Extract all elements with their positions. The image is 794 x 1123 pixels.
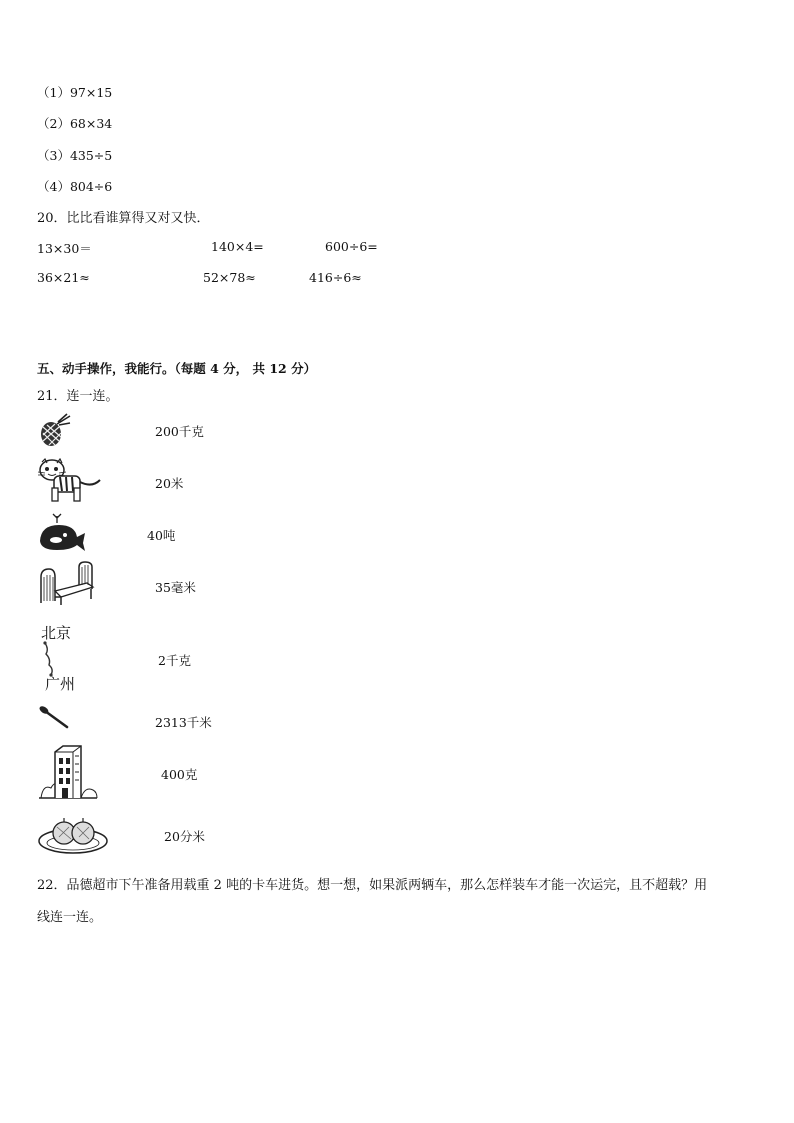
tiger-icon bbox=[36, 458, 102, 504]
label-3: 40吨 bbox=[147, 528, 176, 543]
route-to-label: 广州 bbox=[45, 675, 76, 693]
q21-title: 21．连一连。 bbox=[37, 389, 119, 404]
route-from-label: 北京 bbox=[41, 624, 72, 642]
problem-4: （4）804÷6 bbox=[37, 179, 113, 194]
whale-icon bbox=[37, 513, 87, 553]
label-8: 20分米 bbox=[164, 829, 205, 844]
label-7: 400克 bbox=[161, 767, 198, 782]
q20-r1c3: 600÷6= bbox=[325, 239, 378, 254]
problem-2: （2）68×34 bbox=[37, 116, 113, 131]
label-5: 2千克 bbox=[158, 653, 191, 668]
label-4: 35毫米 bbox=[155, 580, 196, 595]
section-heading: 五、动手操作，我能行。（每题 4 分， 共 12 分） bbox=[37, 361, 317, 376]
building-icon bbox=[37, 744, 99, 800]
q20-r1c2: 140×4= bbox=[211, 239, 264, 254]
q20-r2c3: 416÷6≈ bbox=[309, 270, 362, 285]
problem-3: （3）435÷5 bbox=[37, 148, 113, 163]
problem-1: （1）97×15 bbox=[37, 85, 113, 100]
q20-r1c1: 13×30＝ bbox=[37, 241, 92, 256]
label-6: 2313千米 bbox=[155, 715, 212, 730]
label-2: 20米 bbox=[155, 476, 184, 491]
label-1: 200千克 bbox=[155, 424, 204, 439]
q20-title: 20．比比看谁算得又对又快． bbox=[37, 211, 210, 226]
pineapple-icon bbox=[37, 413, 71, 447]
q22-line2: 线连一连。 bbox=[37, 910, 103, 925]
q20-r2c1: 36×21≈ bbox=[37, 270, 90, 285]
nail-icon bbox=[37, 703, 71, 729]
q22-line1: 22．品德超市下午准备用载重 2 吨的卡车进货。想一想，如果派两辆车，那么怎样装车才能一次运完，且不超载？用 bbox=[37, 878, 708, 893]
fruit-plate-icon bbox=[37, 815, 109, 855]
bed-icon bbox=[37, 561, 95, 607]
q20-r2c2: 52×78≈ bbox=[203, 270, 256, 285]
